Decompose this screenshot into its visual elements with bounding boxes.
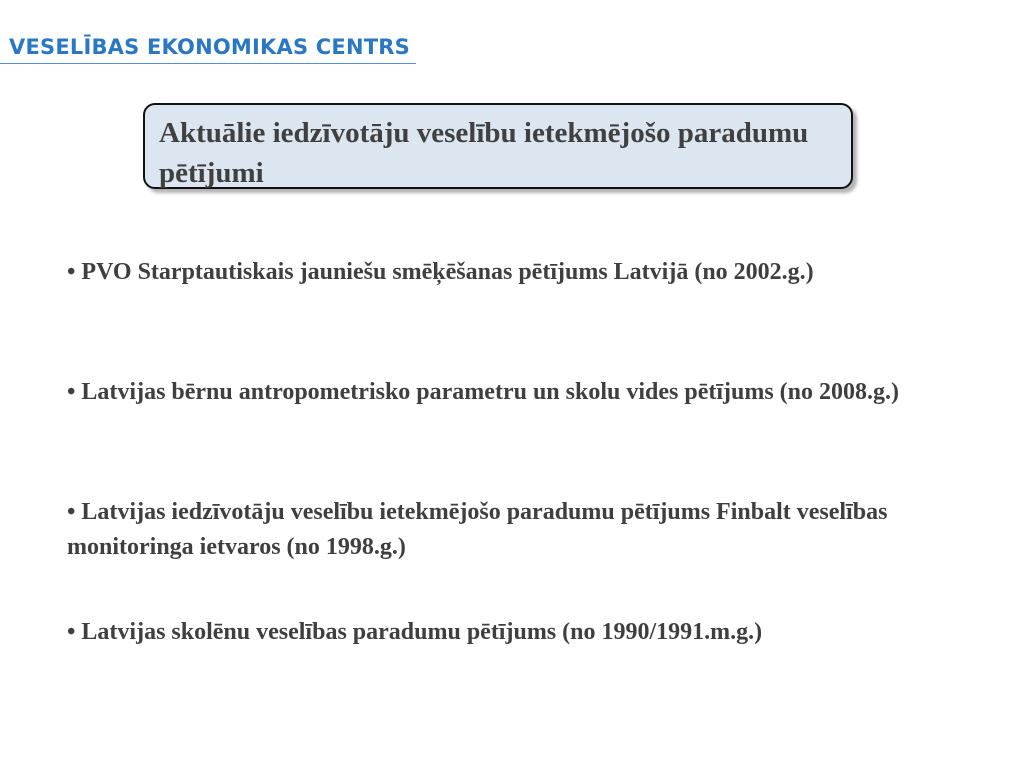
header-divider	[0, 63, 416, 64]
bullet-icon: •	[67, 379, 76, 405]
bullet-icon: •	[67, 499, 76, 525]
list-item-text: Latvijas iedzīvotāju veselību ietekmējošo paradumu pētījums Finbalt veselības monitoringa ietvaros (no 1998.g.)	[67, 499, 888, 560]
slide-title: Aktuālie iedzīvotāju veselību ietekmējošo paradumu pētījumi	[159, 117, 809, 189]
list-item-text: PVO Starptautiskais jauniešu smēķēšanas pētījums Latvijā (no 2002.g.)	[81, 259, 814, 285]
bullet-icon: •	[67, 259, 76, 285]
list-item	[67, 495, 947, 565]
list-item	[67, 615, 947, 650]
list-item	[67, 255, 947, 290]
title-box	[143, 103, 853, 189]
list-item-text: Latvijas bērnu antropometrisko parametru un skolu vides pētījums (no 2008.g.)	[81, 379, 900, 405]
list-item	[67, 375, 947, 410]
bullet-icon: •	[67, 619, 76, 645]
organization-name: VESELĪBAS EKONOMIKAS CENTRS	[9, 35, 410, 59]
list-item-text: Latvijas skolēnu veselības paradumu pētījums (no 1990/1991.m.g.)	[81, 619, 763, 645]
